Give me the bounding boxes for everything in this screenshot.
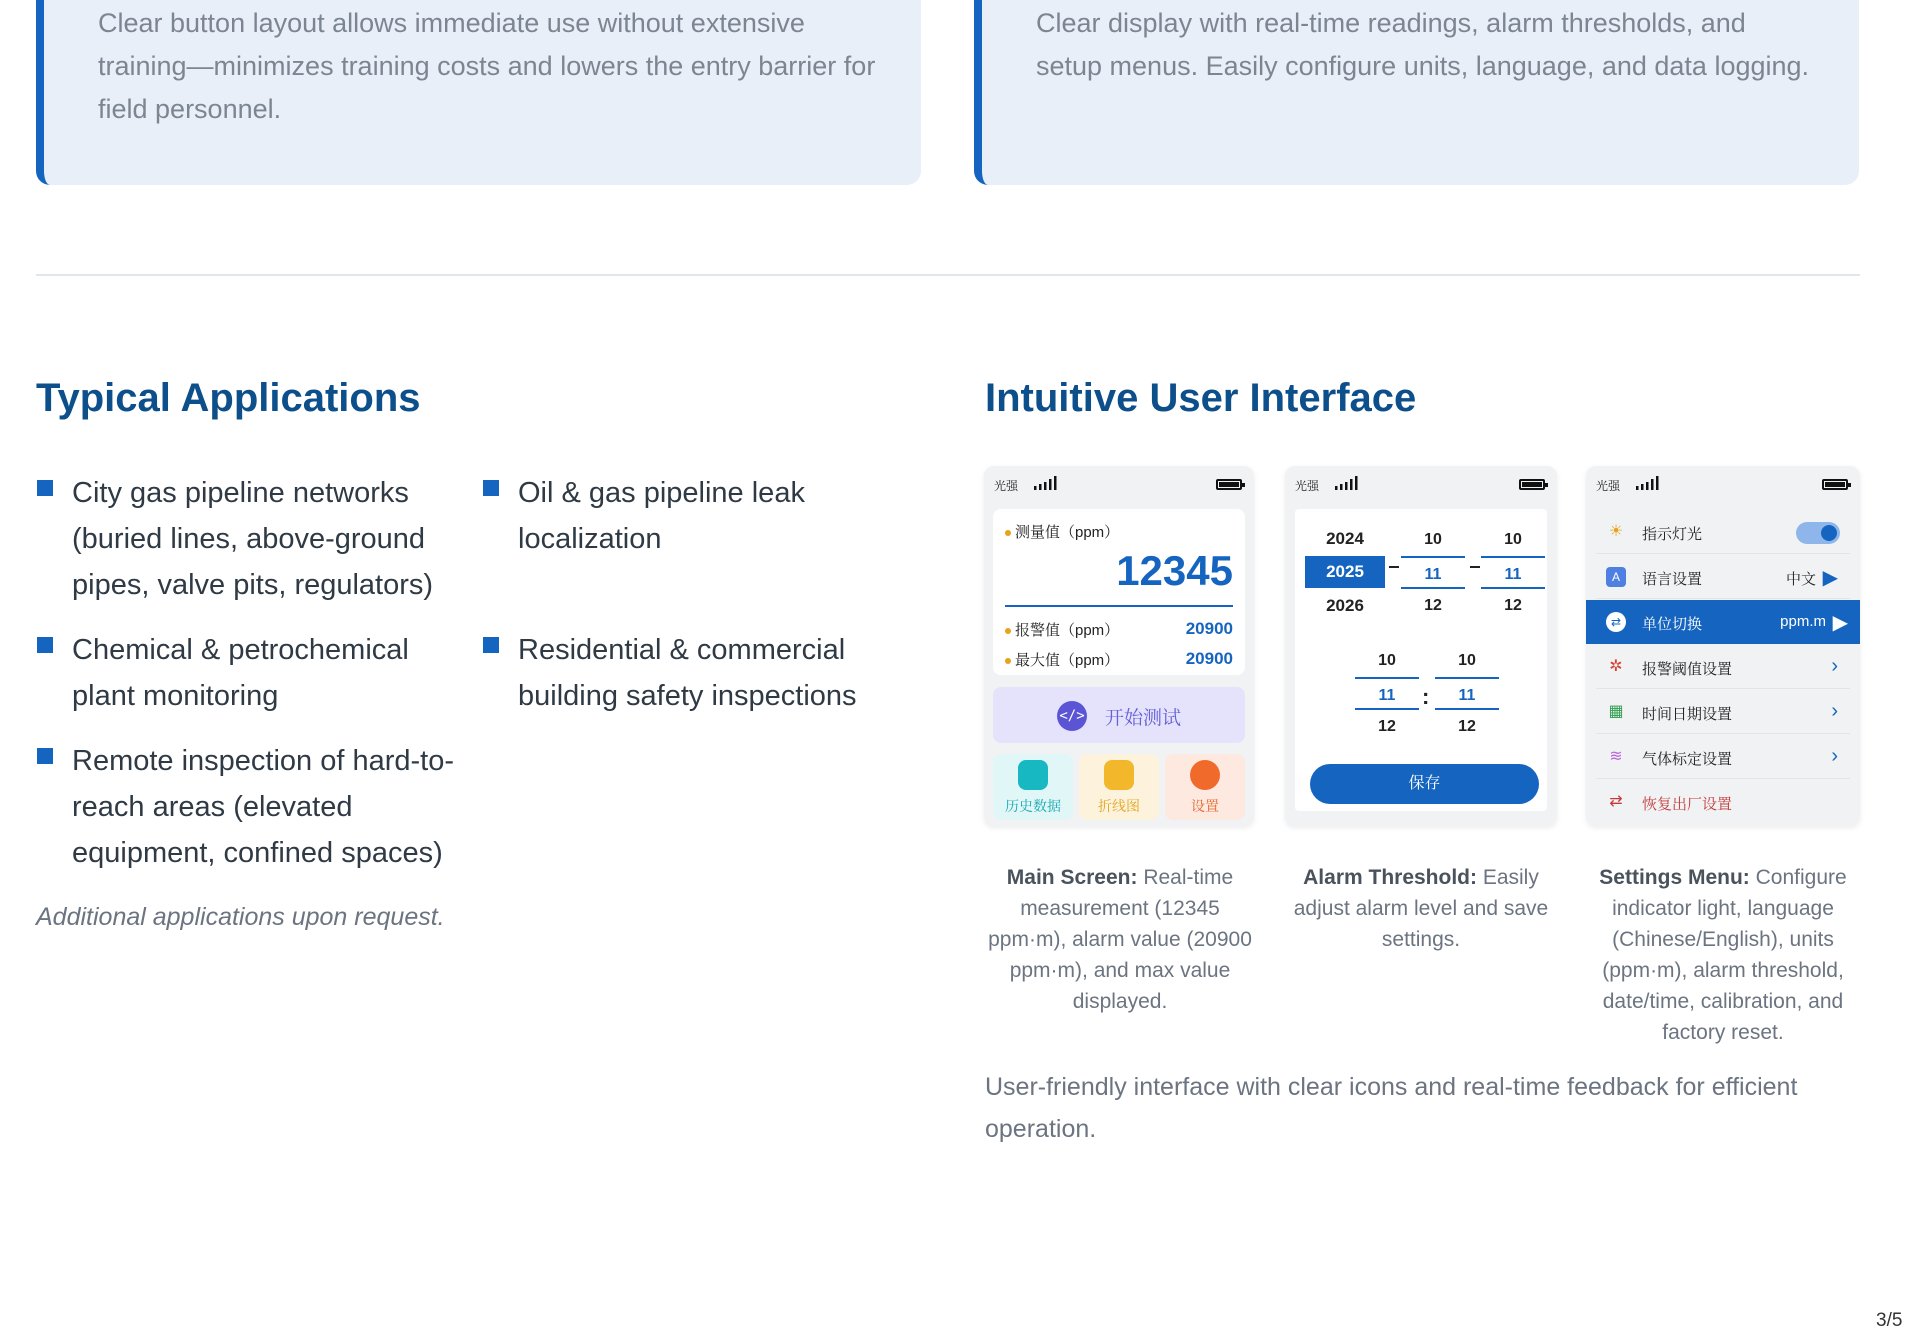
caption-text: Easily adjust alarm level and save settings.	[1293, 866, 1549, 951]
ui-description: User-friendly interface with clear icons and real-time feedback for efficient operation.	[985, 1073, 1798, 1143]
application-item	[518, 627, 898, 719]
alarm-threshold-mockup	[1285, 466, 1557, 826]
value-underline	[1005, 605, 1233, 607]
hour-picker[interactable]	[1355, 644, 1419, 743]
chevron-right-icon: ›	[1831, 700, 1838, 722]
signal-icon	[1636, 476, 1664, 490]
reset-icon: ⇄	[1609, 793, 1623, 810]
separator-dash	[1389, 566, 1399, 568]
code-icon: </>	[1057, 701, 1087, 731]
tile-label: 历史数据	[1005, 798, 1061, 814]
hour-option[interactable]: 12	[1378, 718, 1396, 735]
settings-item-value: ppm.m	[1780, 613, 1826, 630]
start-test-label: 开始测试	[1105, 708, 1182, 729]
start-test-button[interactable]	[993, 687, 1245, 743]
settings-item-indicator-light[interactable]	[1596, 510, 1850, 554]
status-label: 光强	[1596, 479, 1621, 493]
year-option[interactable]: 2024	[1326, 529, 1364, 548]
minute-picker[interactable]	[1435, 644, 1499, 743]
battery-icon	[1822, 479, 1848, 490]
settings-item-label: 气体标定设置	[1642, 751, 1733, 768]
square-bullet-icon	[37, 748, 53, 764]
settings-item-label: 指示灯光	[1642, 526, 1703, 543]
history-icon	[1018, 760, 1048, 790]
status-bar	[984, 466, 1254, 500]
settings-item-label: 时间日期设置	[1642, 706, 1733, 723]
indicator-light-toggle[interactable]	[1796, 522, 1840, 544]
feature-card-buttons	[36, 0, 921, 185]
settings-menu-mockup	[1586, 466, 1860, 826]
status-label: 光强	[994, 479, 1019, 493]
minute-option[interactable]: 12	[1458, 718, 1476, 735]
caption-heading: Main Screen:	[1006, 866, 1138, 889]
calendar-icon: ▦	[1608, 703, 1624, 720]
minute-option[interactable]: 10	[1458, 652, 1476, 669]
application-item	[72, 627, 452, 719]
battery-icon	[1216, 479, 1242, 490]
applications-note: Additional applications upon request.	[36, 903, 445, 931]
hour-option-selected[interactable]: 11	[1355, 677, 1419, 710]
status-label: 光强	[1295, 479, 1320, 493]
minute-option-selected[interactable]: 11	[1435, 677, 1499, 710]
main-screen-caption	[985, 862, 1255, 1017]
alarm-icon: ✲	[1609, 658, 1623, 675]
tile-label: 设置	[1191, 798, 1219, 814]
max-value: 20900	[1185, 649, 1233, 668]
settings-item-gas-calibration[interactable]	[1596, 735, 1850, 779]
feature-card-display	[974, 0, 1859, 185]
feature-card-text: Clear button layout allows immediate use without extensive training—minimizes training costs and lowers the entry barrier for field personnel.	[98, 8, 876, 124]
dot-icon	[1005, 530, 1011, 536]
save-button[interactable]: 保存	[1310, 764, 1539, 804]
max-row	[1005, 649, 1233, 670]
applications-title: Typical Applications	[36, 376, 421, 420]
line-chart-tile[interactable]	[1079, 754, 1159, 820]
month-option-selected[interactable]: 11	[1401, 556, 1465, 589]
application-item	[518, 470, 898, 562]
section-divider	[36, 274, 1860, 276]
chevron-right-icon: ▶	[1822, 567, 1838, 589]
time-colon: :	[1422, 684, 1430, 709]
settings-item-language[interactable]	[1596, 555, 1850, 599]
caption-text: Real-time measurement (12345 ppm·m), alarm value (20900 ppm·m), and max value displayed.	[988, 866, 1252, 1013]
separator-dash	[1470, 566, 1480, 568]
signal-icon	[1335, 476, 1363, 490]
gas-icon: ≋	[1609, 748, 1623, 765]
settings-menu-caption	[1586, 862, 1860, 1048]
feature-card-text: Clear display with real-time readings, alarm thresholds, and setup menus. Easily configure units, language, and data logging.	[1036, 8, 1810, 81]
settings-item-datetime[interactable]	[1596, 690, 1850, 734]
dot-icon	[1005, 658, 1011, 664]
year-option[interactable]: 2026	[1326, 596, 1364, 615]
main-screen-mockup	[984, 466, 1254, 826]
caption-heading: Alarm Threshold:	[1303, 866, 1477, 889]
application-text: Residential & commercial building safety inspections	[518, 634, 857, 712]
gear-icon	[1190, 760, 1220, 790]
settings-item-label: 恢复出厂设置	[1642, 796, 1733, 813]
battery-icon	[1519, 479, 1545, 490]
square-bullet-icon	[37, 480, 53, 496]
unit-switch-icon: ⇄	[1606, 612, 1626, 632]
application-text: Chemical & petrochemical plant monitoring	[72, 634, 409, 712]
line-chart-icon	[1104, 760, 1134, 790]
chevron-right-icon: ›	[1831, 655, 1838, 677]
status-bar	[1285, 466, 1557, 500]
caption-heading: Settings Menu:	[1599, 866, 1750, 889]
month-option[interactable]: 10	[1424, 531, 1442, 548]
dot-icon	[1005, 628, 1011, 634]
day-option-selected[interactable]: 11	[1481, 556, 1545, 589]
square-bullet-icon	[483, 637, 499, 653]
hour-option[interactable]: 10	[1378, 652, 1396, 669]
settings-item-alarm-threshold[interactable]	[1596, 645, 1850, 689]
square-bullet-icon	[483, 480, 499, 496]
month-picker[interactable]	[1401, 523, 1465, 622]
measurement-panel	[993, 509, 1245, 675]
max-label: 最大值（ppm）	[1015, 652, 1120, 669]
settings-item-label: 报警阈值设置	[1642, 661, 1733, 678]
alarm-label: 报警值（ppm）	[1015, 622, 1120, 639]
settings-item-factory-reset[interactable]	[1596, 780, 1850, 824]
settings-tile[interactable]	[1165, 754, 1245, 820]
settings-item-value: 中文	[1785, 571, 1816, 588]
application-text: City gas pipeline networks (buried lines, above-ground pipes, valve pits, regulators)	[72, 477, 434, 601]
alarm-threshold-caption	[1285, 862, 1557, 955]
history-data-tile[interactable]	[993, 754, 1073, 820]
application-item	[72, 470, 452, 608]
measure-label: 测量值（ppm）	[1015, 524, 1120, 541]
application-text: Remote inspection of hard-to-reach areas (elevated equipment, confined spaces)	[72, 745, 455, 869]
measure-value: 12345	[1116, 547, 1233, 594]
application-item	[72, 738, 472, 876]
year-option-selected[interactable]: 2025	[1305, 556, 1385, 588]
ui-section-title: Intuitive User Interface	[985, 376, 1417, 420]
alarm-row	[1005, 619, 1233, 640]
page-number: 3/5	[1876, 1310, 1903, 1331]
chevron-right-icon: ›	[1831, 745, 1838, 767]
application-text: Oil & gas pipeline leak localization	[518, 477, 805, 555]
settings-item-label: 语言设置	[1642, 571, 1703, 588]
status-bar	[1586, 466, 1860, 500]
signal-icon	[1034, 476, 1062, 490]
month-option[interactable]: 12	[1424, 597, 1442, 614]
caption-text: Configure indicator light, language (Chinese/English), units (ppm·m), alarm threshold, date/time, calibration, and factory reset.	[1602, 866, 1847, 1044]
settings-item-label: 单位切换	[1642, 616, 1703, 633]
date-picker-panel	[1295, 509, 1547, 811]
day-option[interactable]: 12	[1504, 597, 1522, 614]
day-option[interactable]: 10	[1504, 531, 1522, 548]
day-picker[interactable]	[1481, 523, 1545, 622]
tile-label: 折线图	[1098, 798, 1140, 814]
settings-item-unit-switch[interactable]	[1586, 600, 1860, 644]
square-bullet-icon	[37, 637, 53, 653]
language-icon: A	[1606, 567, 1626, 587]
light-bulb-icon: ☀	[1608, 523, 1624, 540]
chevron-right-icon: ▶	[1832, 612, 1848, 634]
alarm-value: 20900	[1185, 619, 1233, 638]
